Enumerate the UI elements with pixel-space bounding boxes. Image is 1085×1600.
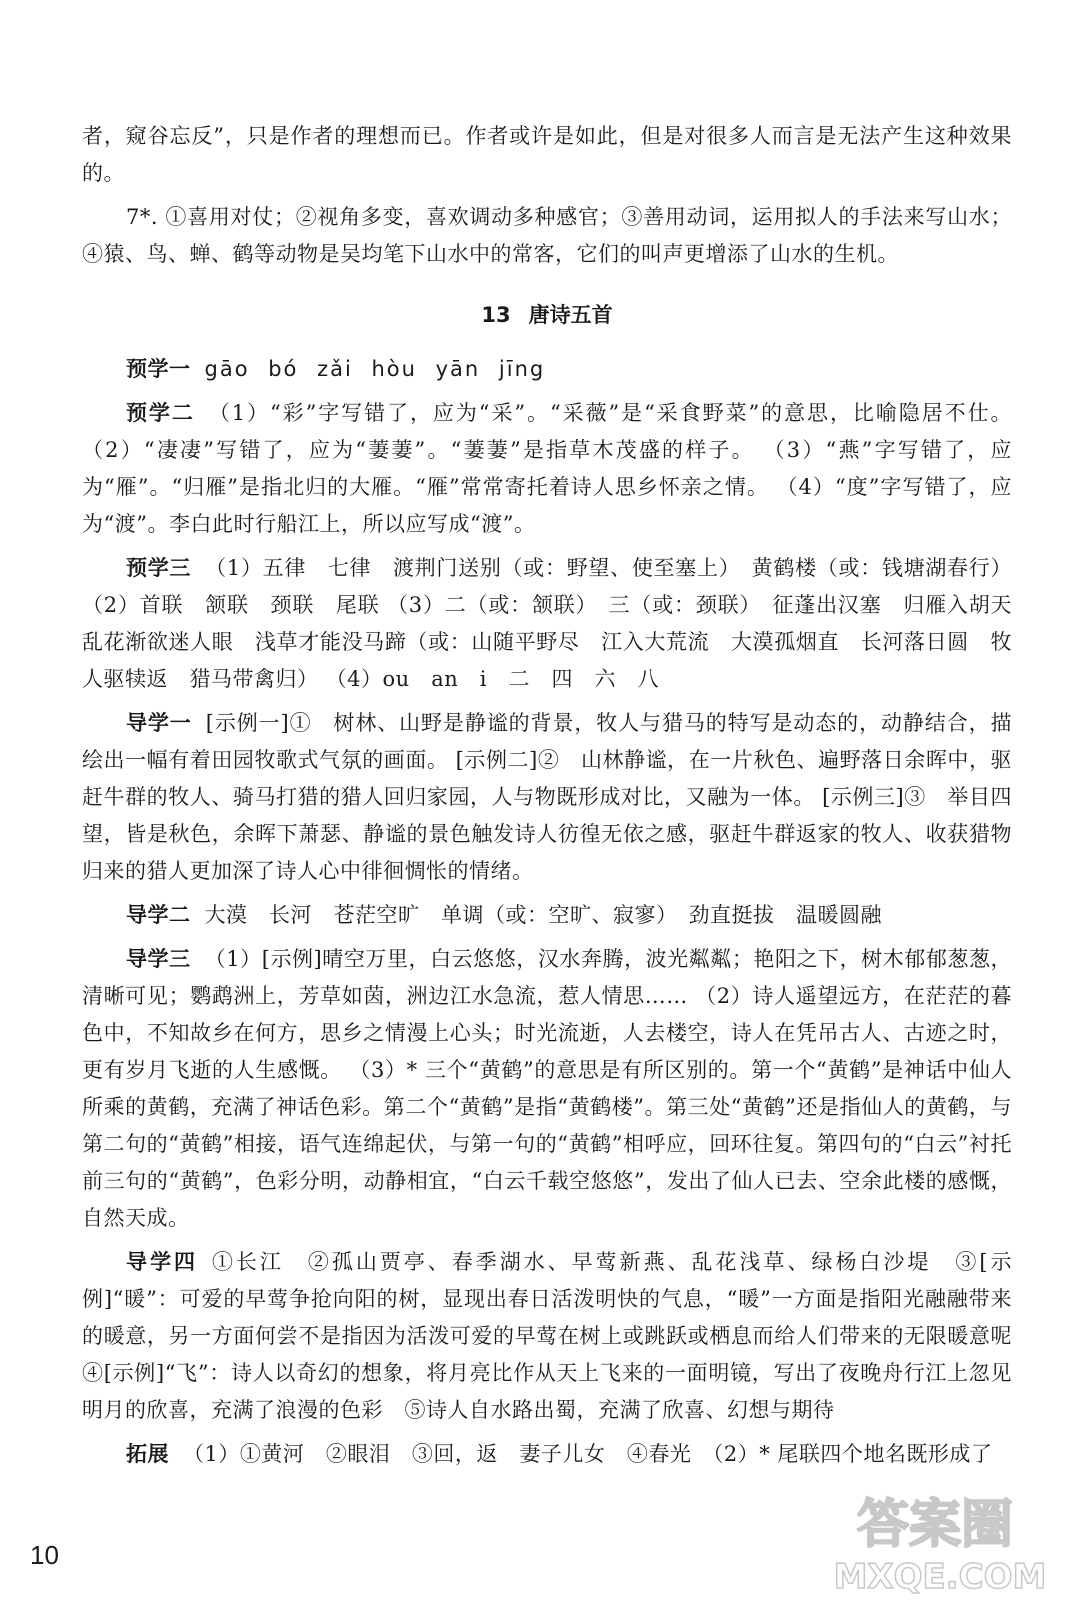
entry-text: ①长江 ②孤山贾亭、春季湖水、早莺新燕、乱花浅草、绿杨白沙堤 ③[示例]“暖”：可爱的早莺争抢向阳的树，显现出春日活泼明快的气息，“暖”一方面是指阳光融融带来的暖意，另一方面何尝不是指因为活泼可爱的早莺在树上或跳跃或栖息而给人们带来的无限暖意呢 ④[示例]“飞”：诗人以奇幻的想象，将月亮比作从天上飞来的一面明镜，写出了夜晚舟行江上忽见明月的欣喜，充满了浪漫的色彩 ⑤诗人自水路出蜀，充满了欣喜、幻想与期待 [82, 1250, 1034, 1422]
entry-label: 预学三 [126, 556, 192, 580]
watermark-text: 答案圈 [856, 1495, 1014, 1555]
entry-text: （1）①黄河 ②眼泪 ③回，返 妻子儿女 ④春光 （2）* 尾联四个地名既形成了 [183, 1442, 993, 1466]
intro-paragraph: 者，窥谷忘反”，只是作者的理想而已。作者或许是如此，但是对很多人而言是无法产生这种效果的。 [82, 124, 1012, 185]
entry-yuxue-2 [82, 395, 1012, 543]
entry-yuxue-3 [82, 550, 1034, 698]
entry-label: 预学一 [126, 357, 191, 381]
entry-text: （1）“彩”字写错了，应为“采”。“采薇”是“采食野菜”的意思，比喻隐居不仕。（2）“凄凄”写错了，应为“萋萋”。“萋萋”是指草木茂盛的样子。 （3）“燕”字写错了，应为“雁”。“归雁”是指北归的大雁。“雁”常常寄托着诗人思乡怀亲之情。 （4）“度”字写错了，应为“渡”。李白此时行船江上，所以应写成“渡”。 [82, 401, 1013, 536]
watermark-url: MXQE.COM [833, 1557, 1047, 1595]
entry-text-pinyin: gāo bó zǎi hòu yān jīng [204, 357, 546, 381]
page-number: 10 [30, 1540, 59, 1570]
entry-label: 导学三 [126, 947, 191, 971]
entry-text: [示例一]① 树林、山野是静谧的背景，牧人与猎马的特写是动态的，动静结合，描绘出一幅有着田园牧歌式气氛的画面。 [示例二]② 山林静谧，在一片秋色、遍野落日余晖中，驱赶牛群的牧人、骑马打猎的猎人回归家园，人与物既形成对比，又融为一体。 [示例三]③ 举目四望，皆是秋色，余晖下萧瑟、静谧的景色触发诗人彷徨无依之感，驱赶牛群返家的牧人、收获猎物归来的猎人更加深了诗人心中徘徊惆怅的情绪。 [82, 711, 1013, 883]
entry-label: 导学二 [126, 903, 191, 927]
entry-daoxue-1 [82, 705, 1012, 890]
entry-text: 大漠 长河 苍茫空旷 单调（或：空旷、寂寥） 劲直挺拔 温暖圆融 [204, 903, 882, 927]
answer-item-7: 7*. ①喜用对仗；②视角多变，喜欢调动多种感官；③善用动词，运用拟人的手法来写山水；④猿、鸟、蝉、鹤等动物是吴均笔下山水中的常客，它们的叫声更增添了山水的生机。 [82, 205, 1012, 266]
entry-label: 导学一 [126, 711, 192, 735]
entry-yuxue-1 [82, 351, 1012, 388]
entry-label: 拓展 [126, 1442, 169, 1466]
entry-text: （1）五律 七律 渡荆门送别（或：野望、使至塞上） 黄鹤楼（或：钱塘湖春行）（2）首联 颔联 颈联 尾联 （3）二（或：颔联） 三（或：颈联） 征蓬出汉塞 归雁入胡天 乱花渐欲迷人眼 浅草才能没马蹄（或：山随平野尽 江入大荒流 大漠孤烟直 长河落日圆 牧人驱犊返 猎马带禽归） （4）ou an i 二 四 六 八 [82, 556, 1034, 691]
entry-daoxue-4 [82, 1244, 1034, 1429]
watermark-icon [800, 1480, 1070, 1595]
page-content [82, 118, 1034, 1480]
watermark-logo [800, 1480, 1070, 1595]
entry-text: （1）[示例]晴空万里，白云悠悠，汉水奔腾，波光粼粼；艳阳之下，树木郁郁葱葱，清晰可见；鹦鹉洲上，芳草如茵，洲边江水急流，惹人情思…… （2）诗人遥望远方，在茫茫的暮色中，不知故乡在何方，思乡之情漫上心头；时光流逝，人去楼空，诗人在凭吊古人、古迹之时，更有岁月飞逝的人生感慨。 （3）* 三个“黄鹤”的意思是有所区别的。第一个“黄鹤”是神话中仙人所乘的黄鹤，充满了神话色彩。第二个“黄鹤”是指“黄鹤楼”。第三处“黄鹤”还是指仙人的黄鹤，与第二句的“黄鹤”相接，语气连绵起伏，与第一句的“黄鹤”相呼应，回环往复。第四句的“白云”衬托前三句的“黄鹤”，色彩分明，动静相宜，“白云千载空悠悠”，发出了仙人已去、空余此楼的感慨，自然天成。 [82, 947, 1013, 1230]
section-heading [82, 295, 1012, 335]
entry-label: 导学四 [126, 1250, 198, 1274]
section-number: 13 [481, 303, 511, 327]
section-title: 唐诗五首 [528, 303, 613, 327]
entry-daoxue-2 [82, 897, 1012, 934]
entry-label: 预学二 [126, 401, 195, 425]
entry-daoxue-3 [82, 941, 1012, 1237]
entry-tuozhan [82, 1436, 1012, 1473]
